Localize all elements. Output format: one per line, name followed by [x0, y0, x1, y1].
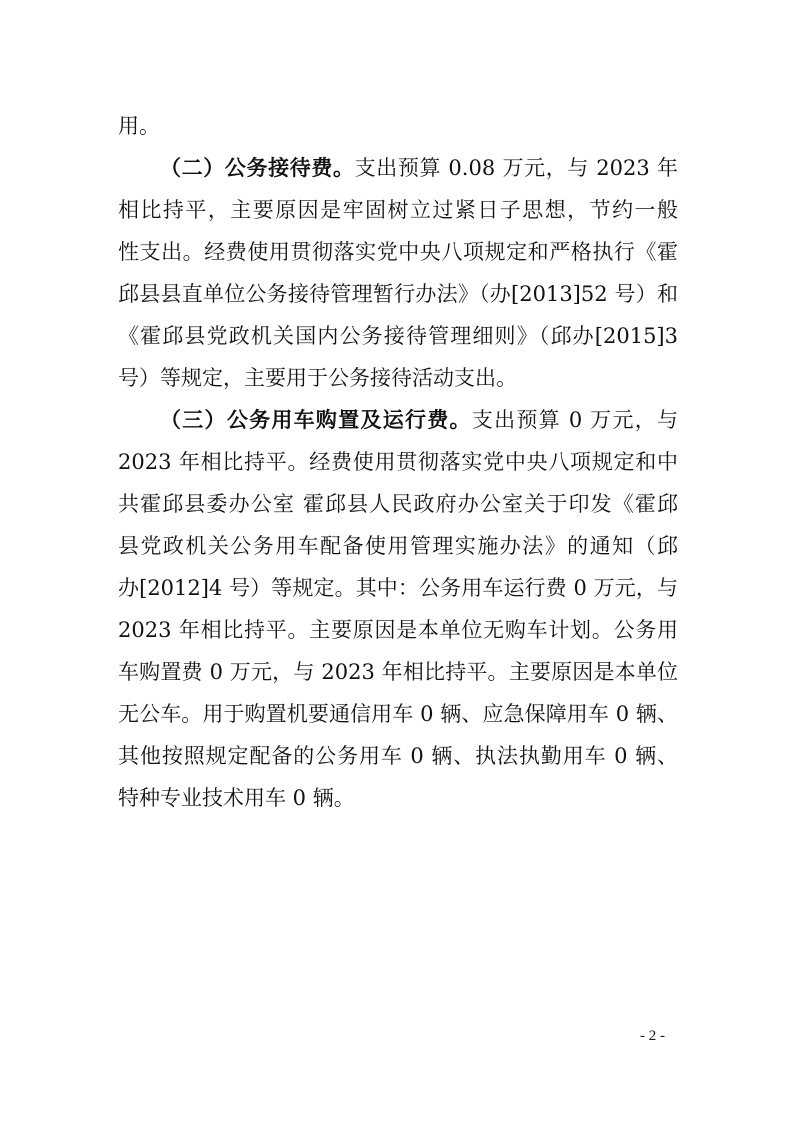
section-heading-vehicles: （三）公务用车购置及运行费。	[160, 408, 472, 432]
paragraph-line: 无公车。用于购置机要通信用车 0 辆、应急保障用车 0 辆、	[118, 702, 678, 726]
paragraph-line: 性支出。经费使用贯彻落实党中央八项规定和严格执行《霍	[118, 240, 678, 264]
paragraph-line: 2023 年相比持平。主要原因是本单位无购车计划。公务用	[118, 618, 678, 642]
paragraph-line: 号）等规定，主要用于公务接待活动支出。	[118, 366, 517, 390]
paragraph-line: （二）公务接待费。支出预算 0.08 万元，与 2023 年	[160, 156, 678, 180]
paragraph-line: 特种专业技术用车 0 辆。	[118, 786, 355, 810]
page-number: - 2 -	[640, 1028, 665, 1044]
paragraph-line: 办[2012]4 号）等规定。其中：公务用车运行费 0 万元，与	[118, 576, 678, 600]
paragraph-line: 车购置费 0 万元，与 2023 年相比持平。主要原因是本单位	[118, 660, 678, 684]
paragraph-line: 其他按照规定配备的公务用车 0 辆、执法执勤用车 0 辆、	[118, 744, 678, 768]
paragraph-line: 共霍邱县委办公室 霍邱县人民政府办公室关于印发《霍邱	[118, 492, 678, 516]
paragraph-line: 邱县县直单位公务接待管理暂行办法》（办[2013]52 号）和	[118, 282, 678, 306]
paragraph-line: 用。	[118, 114, 160, 138]
paragraph-line: 《霍邱县党政机关国内公务接待管理细则》（邱办[2015]3	[118, 324, 678, 348]
paragraph-line: 县党政机关公务用车配备使用管理实施办法》的通知（邱	[118, 534, 678, 558]
paragraph-line: （三）公务用车购置及运行费。支出预算 0 万元，与	[160, 408, 678, 432]
paragraph-line: 相比持平，主要原因是牢固树立过紧日子思想，节约一般	[118, 198, 678, 222]
paragraph-line: 2023 年相比持平。经费使用贯彻落实党中央八项规定和中	[118, 450, 678, 474]
section-heading-reception: （二）公务接待费。	[160, 156, 355, 180]
